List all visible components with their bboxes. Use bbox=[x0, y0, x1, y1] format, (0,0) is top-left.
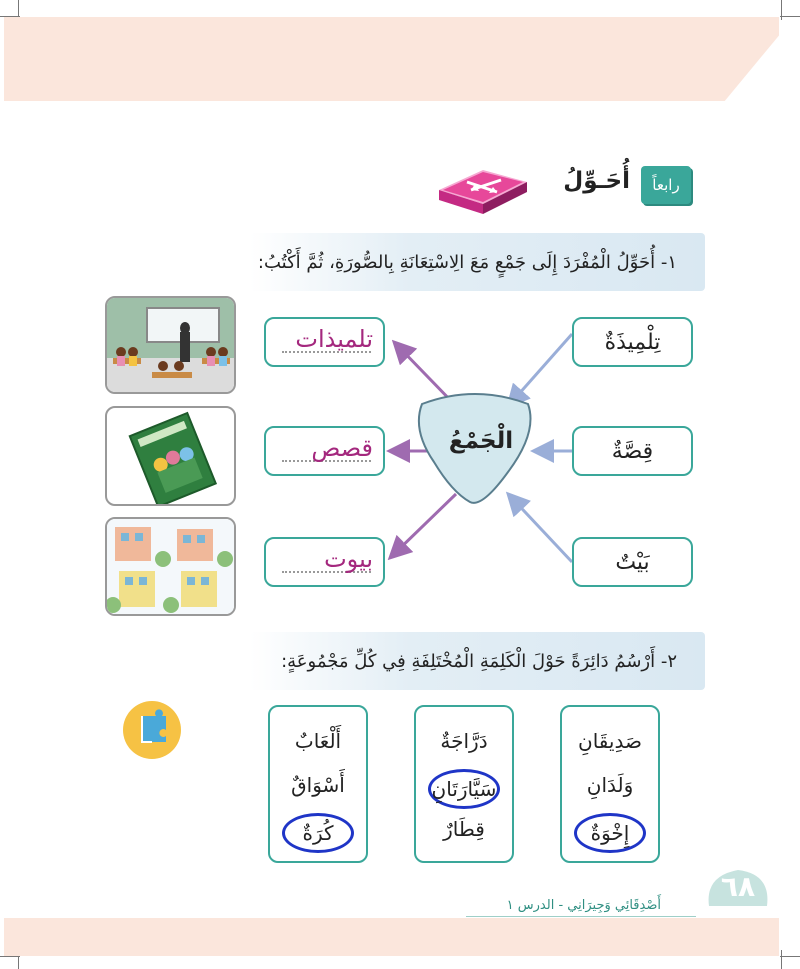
plural-answer-box[interactable] bbox=[264, 426, 385, 476]
group-word[interactable]: صَدِيقَانِ bbox=[578, 729, 642, 753]
exercise-2-instruction: ٢- أَرْسُمُ دَائِرَةً حَوْلَ الْكَلِمَةِ الْمُخْتَلِفَةِ فِي كُلِّ مَجْمُوعَةٍ: bbox=[250, 632, 705, 690]
lesson-label: أَصْدِقَائِي وَجِيرَانِي - الدرس ١ bbox=[506, 898, 661, 913]
classroom-picture bbox=[105, 296, 236, 394]
group-word-circled[interactable]: سَيَّارَتَانِ bbox=[428, 769, 500, 809]
center-label: الْجَمْعُ bbox=[448, 428, 514, 454]
group-word[interactable]: قِطَارٌ bbox=[443, 817, 485, 841]
crop-mark bbox=[780, 16, 800, 17]
crop-mark bbox=[781, 0, 782, 20]
footer-band bbox=[4, 918, 779, 956]
crop-mark bbox=[0, 16, 20, 17]
group-word-circled[interactable]: كُرَةٌ bbox=[282, 813, 354, 853]
book-arrows-icon bbox=[437, 160, 529, 216]
footer-rule bbox=[466, 916, 696, 917]
group-word[interactable]: وَلَدَانِ bbox=[586, 773, 634, 797]
houses-picture bbox=[105, 517, 236, 616]
exercise-1-instruction: ١- أُحَوِّلُ الْمُفْرَدَ إِلَى جَمْعٍ مَعَ الِاسْتِعَانَةِ بِالصُّورَةِ، ثُمَّ أَكْتُبُ: bbox=[250, 233, 705, 291]
plural-answer-box[interactable] bbox=[264, 317, 385, 367]
plural-answer: قصص bbox=[311, 434, 373, 462]
singular-box: تِلْمِيذَةٌ bbox=[572, 317, 693, 367]
section-tag: رابعاً bbox=[641, 166, 691, 204]
page-number: ٦٨ bbox=[720, 870, 756, 903]
plural-answer: بيوت bbox=[324, 545, 373, 573]
crop-mark bbox=[781, 950, 782, 969]
plural-answer: تلميذات bbox=[295, 325, 373, 353]
puzzle-icon bbox=[122, 700, 182, 760]
group-word[interactable]: أَسْوَاقٌ bbox=[291, 773, 345, 797]
storybook-picture bbox=[105, 406, 236, 506]
word-group bbox=[414, 705, 514, 863]
crop-mark bbox=[780, 956, 800, 957]
word-group bbox=[268, 705, 368, 863]
singular-box: بَيْتٌ bbox=[572, 537, 693, 587]
singular-box: قِصَّةٌ bbox=[572, 426, 693, 476]
header-band bbox=[4, 17, 779, 101]
group-word[interactable]: أَلْعَابٌ bbox=[294, 729, 342, 753]
word-group bbox=[560, 705, 660, 863]
plural-answer-box[interactable] bbox=[264, 537, 385, 587]
group-word-circled[interactable]: إِخْوَةٌ bbox=[574, 813, 646, 853]
group-word[interactable]: دَرَّاجَةٌ bbox=[440, 729, 488, 753]
crop-mark bbox=[0, 956, 20, 957]
section-title: أُحَـوِّلُ bbox=[563, 168, 630, 194]
